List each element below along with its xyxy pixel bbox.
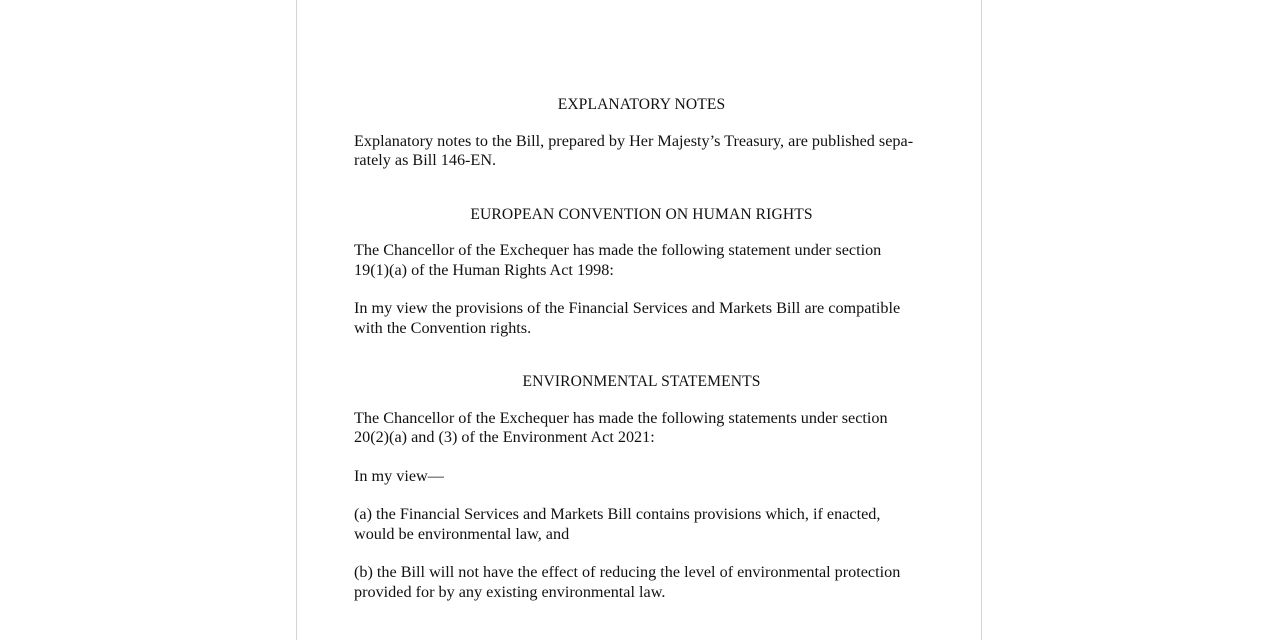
environmental-statements-heading: ENVIRONMENTAL STATEMENTS [522,373,761,390]
text-line: (a) the Financial Services and Markets Bill contains provisions which, if enacted, [354,505,881,523]
environmental-view-lead: In my view— [354,466,444,485]
page-content [354,95,929,602]
explanatory-notes-paragraph [354,132,929,171]
echr-statement-intro [354,241,929,280]
text-line: 20(2)(a) and (3) of the Environment Act 2021: [354,428,655,446]
text-line: rately as Bill 146-EN. [354,151,497,169]
text-line: 19(1)(a) of the Human Rights Act 1998: [354,260,614,279]
environmental-statement-intro [354,409,929,448]
environmental-item-b [354,563,929,602]
text-line: The Chancellor of the Exchequer has made the following statement under section [354,241,882,259]
text-line: provided for by any existing environmental law. [354,582,666,601]
document-page [296,0,982,640]
environmental-item-a [354,505,929,544]
text-line: would be environmental law, and [354,524,570,543]
echr-statement [354,299,929,338]
text-line: with the Convention rights. [354,318,532,337]
text-line: (b) the Bill will not have the effect of reducing the level of environmental protection [354,563,901,581]
text-line: Explanatory notes to the Bill, prepared by Her Majesty’s Treasury, are published sepa- [354,131,914,150]
text-line: The Chancellor of the Exchequer has made the following statements under section [354,408,888,427]
text-line: In my view the provisions of the Financial Services and Markets Bill are compatible [354,299,901,317]
echr-heading: EUROPEAN CONVENTION ON HUMAN RIGHTS [470,205,813,223]
explanatory-notes-heading: EXPLANATORY NOTES [557,96,726,113]
